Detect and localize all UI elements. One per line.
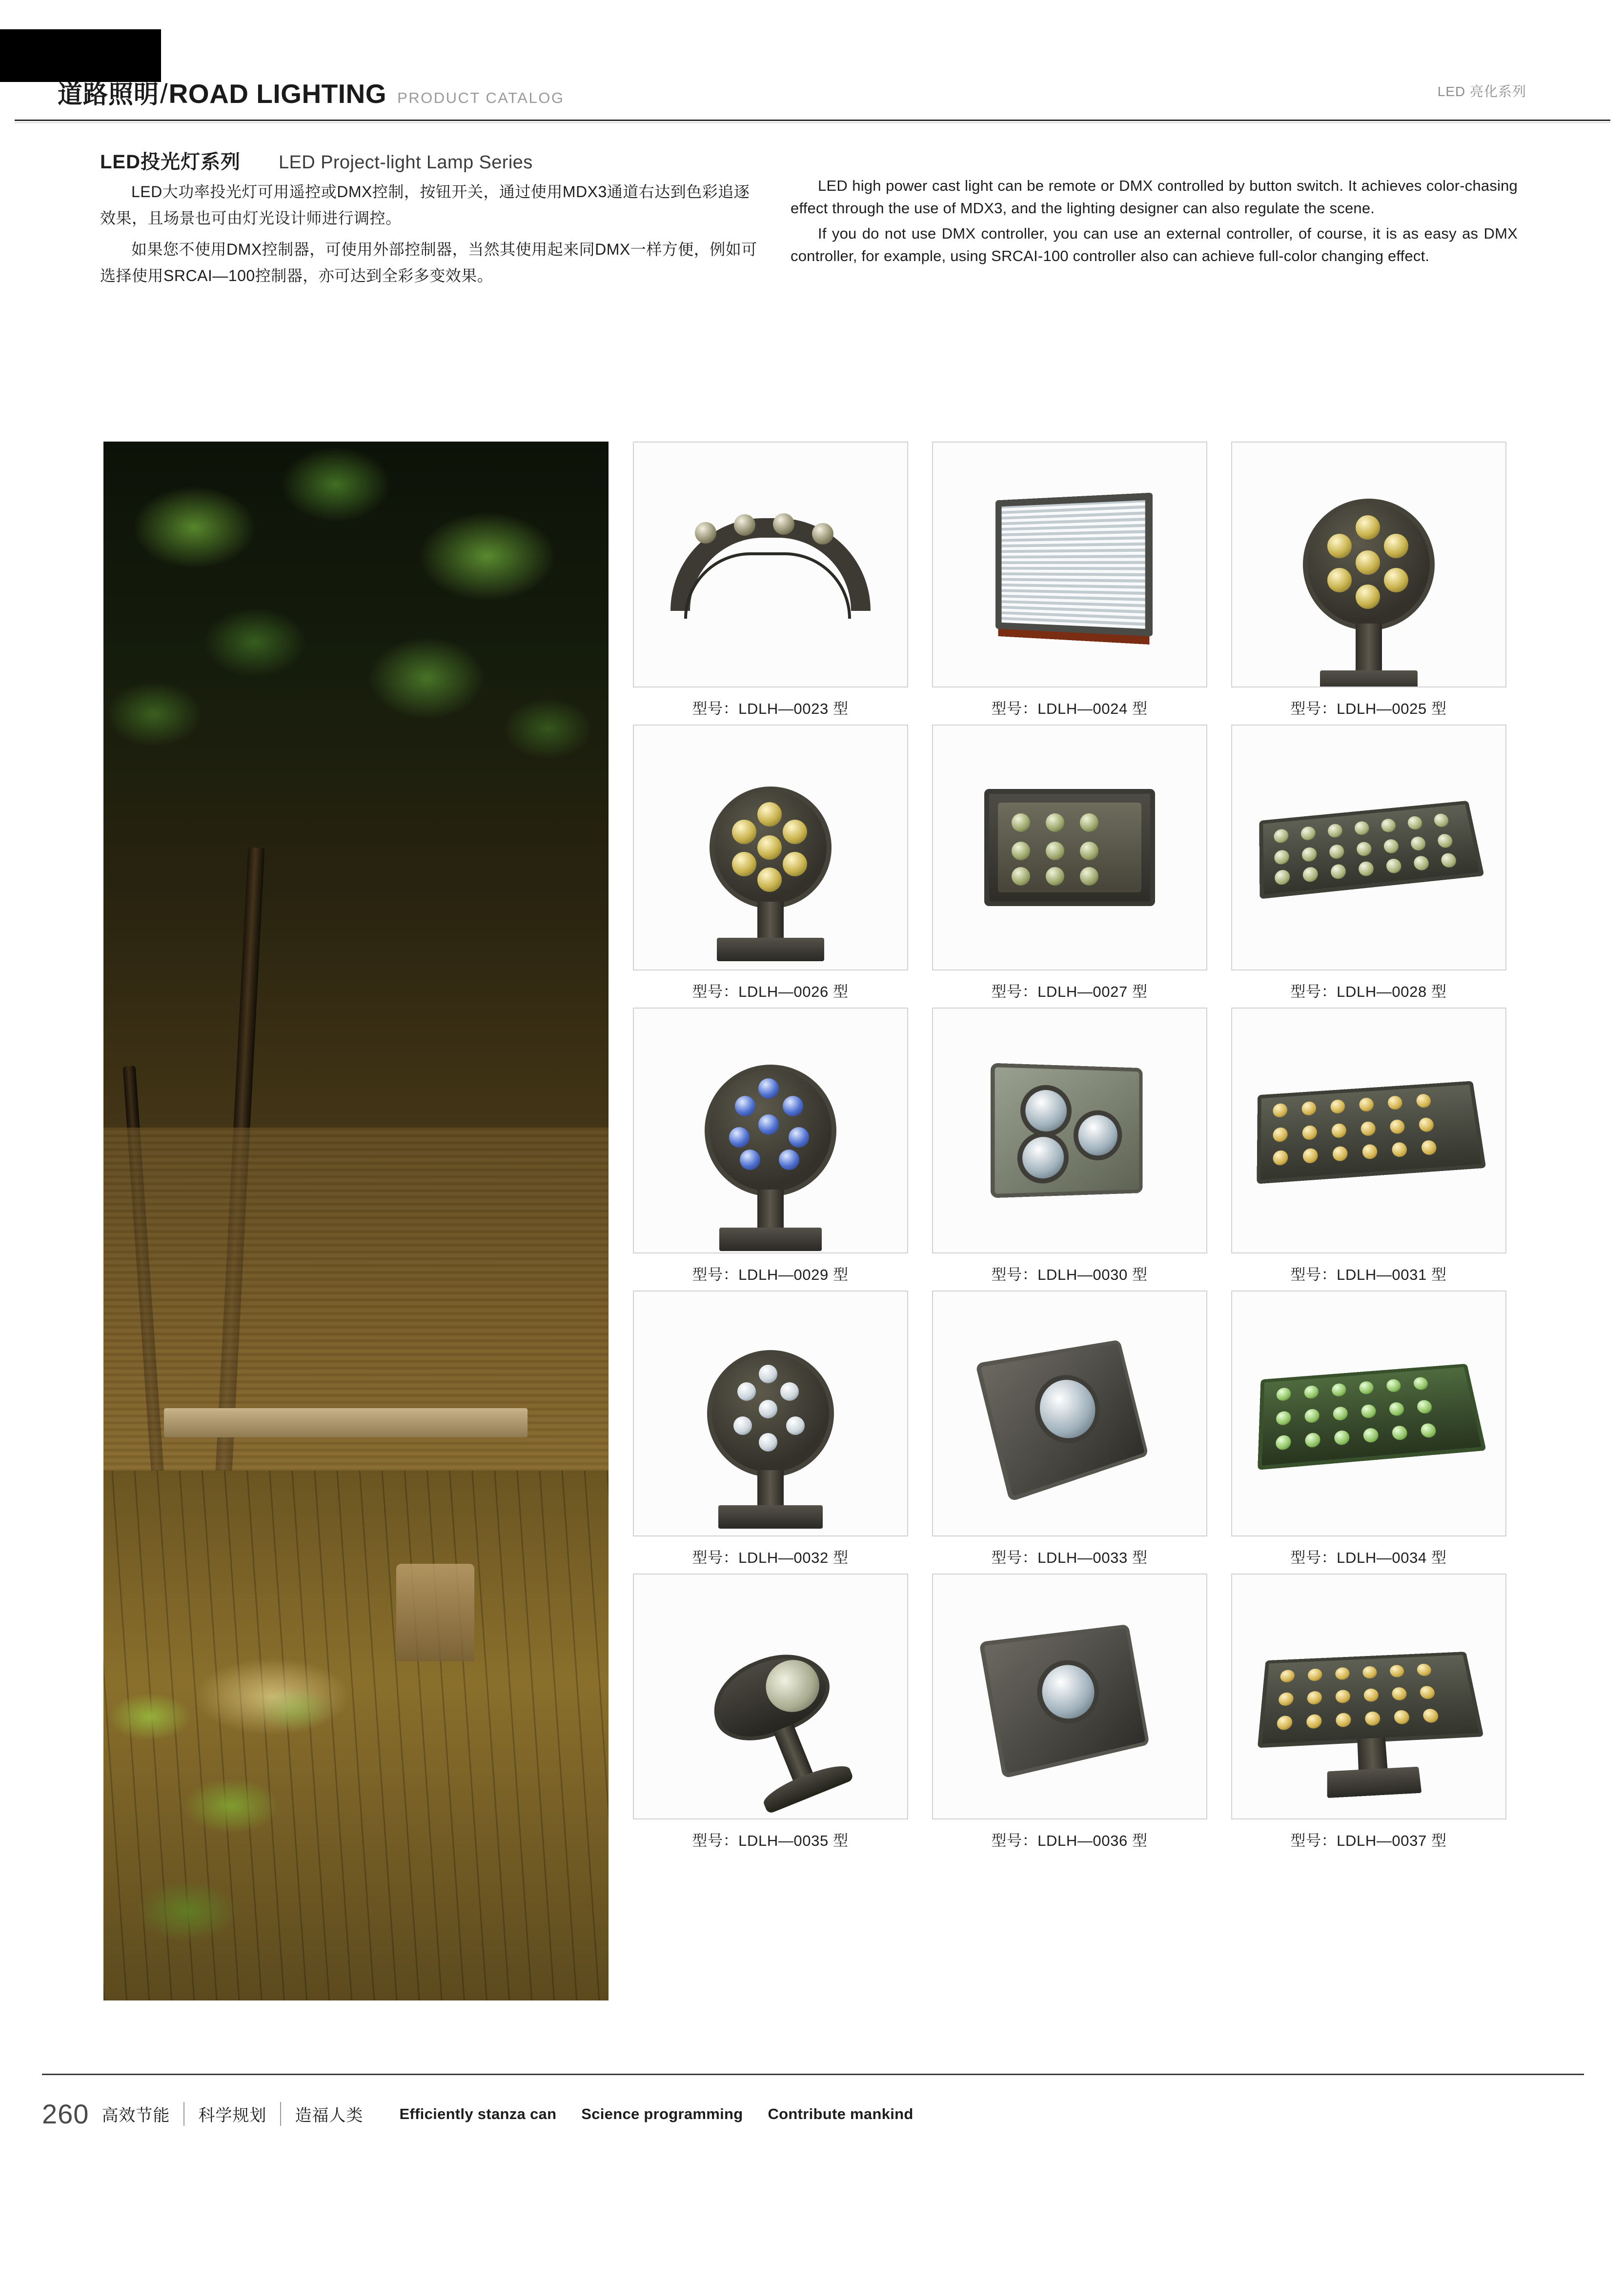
product-caption: 型号：LDLH—0028 型 <box>1290 983 1447 1000</box>
footer-slogan-en <box>399 2105 934 2123</box>
product-caption: 型号：LDLH—0032 型 <box>692 1549 849 1566</box>
footer-slogan-en-2: Science programming <box>581 2105 743 2122</box>
product-caption: 型号：LDLH—0030 型 <box>991 1266 1148 1283</box>
tilt-flood-art <box>993 1066 1147 1195</box>
footer-slogan-en-3: Contribute mankind <box>768 2105 914 2122</box>
product-caption: 型号：LDLH—0036 型 <box>991 1832 1148 1849</box>
product-cell[interactable] <box>920 1574 1219 1857</box>
product-image <box>932 442 1207 687</box>
shrub-art <box>103 1595 336 2000</box>
product-image <box>1231 1574 1506 1819</box>
footer-divider <box>42 2074 1584 2075</box>
product-row <box>621 1291 1519 1574</box>
product-cell[interactable] <box>621 442 920 725</box>
chair-art <box>396 1564 474 1661</box>
buffet-counter-art <box>164 1408 528 1437</box>
product-caption: 型号：LDLH—0031 型 <box>1290 1266 1447 1283</box>
round-lamp-art <box>707 1350 834 1477</box>
product-caption: 型号：LDLH—0033 型 <box>991 1549 1148 1566</box>
intro-text-en <box>791 175 1518 267</box>
round-lamp-art <box>705 1065 836 1196</box>
product-cell[interactable] <box>920 442 1219 725</box>
feature-photo <box>103 442 609 2000</box>
product-cell[interactable] <box>621 1291 920 1574</box>
product-caption: 型号：LDLH—0023 型 <box>692 700 849 717</box>
torch-lamp-art <box>710 1658 831 1735</box>
product-row <box>621 442 1519 725</box>
header-title-group <box>58 74 564 110</box>
product-cell[interactable] <box>1219 1574 1518 1857</box>
product-image <box>932 1008 1207 1253</box>
bar-flood-art <box>1258 1085 1480 1176</box>
product-cell[interactable] <box>621 1008 920 1291</box>
header-subtitle-en: PRODUCT CATALOG <box>397 89 565 106</box>
intro-text-cn <box>100 179 764 289</box>
bar-flood-art <box>1262 1649 1475 1744</box>
product-cell[interactable] <box>1219 1008 1518 1291</box>
round-lamp-art <box>710 787 832 909</box>
intro-en-paragraph-2: If you do not use DMX controller, you can use an external controller, of course, it is as easy as DMX controller, for example, using SRCAI-100 controller also can achieve full-color changing effect. <box>791 225 1518 264</box>
page-header <box>0 29 1624 109</box>
header-divider-light <box>15 122 1610 123</box>
product-image <box>932 1574 1207 1819</box>
product-image <box>932 1291 1207 1536</box>
product-cell[interactable] <box>920 725 1219 1008</box>
product-grid <box>621 442 1519 1857</box>
product-cell[interactable] <box>621 725 920 1008</box>
product-caption: 型号：LDLH—0026 型 <box>692 983 849 1000</box>
product-image <box>633 725 908 970</box>
product-image <box>1231 442 1506 687</box>
tree-canopy-art <box>103 442 609 1159</box>
product-image <box>1231 1008 1506 1253</box>
header-title-en: ROAD LIGHTING <box>168 79 387 109</box>
header-title-cn: 道路照明 <box>58 81 160 108</box>
tilt-flood-art <box>993 1632 1147 1761</box>
product-cell[interactable] <box>1219 725 1518 1008</box>
header-divider <box>15 120 1610 121</box>
product-row <box>621 1008 1519 1291</box>
footer-slogan-cn-1: 高效节能 <box>102 2106 170 2125</box>
bar-flood-art <box>1260 807 1478 888</box>
footer-slogan-cn-2: 科学规划 <box>183 2102 280 2126</box>
header-title-slash: / <box>160 78 168 109</box>
arc-lamp-art <box>670 518 871 611</box>
header-series-label: LED 亮化系列 <box>1437 84 1526 99</box>
product-caption: 型号：LDLH—0025 型 <box>1290 700 1447 717</box>
product-image <box>633 442 908 687</box>
product-cell[interactable] <box>920 1291 1219 1574</box>
bar-flood-art <box>1260 1366 1478 1461</box>
tilt-flood-art <box>993 1349 1147 1478</box>
intro-heading-en: LED Project-light Lamp Series <box>279 152 533 173</box>
product-row <box>621 1574 1519 1857</box>
intro-en-paragraph-1: LED high power cast light can be remote or DMX controlled by button switch. It achieves color-chasing effect through the use of MDX3, and the lighting designer can also regulate the scene. <box>791 177 1518 217</box>
product-image <box>633 1008 908 1253</box>
product-cell[interactable] <box>1219 1291 1518 1574</box>
product-image <box>1231 725 1506 970</box>
product-cell[interactable] <box>920 1008 1219 1291</box>
intro-cn-paragraph-2: 如果您不使用DMX控制器，可使用外部控制器，当然其使用起来同DMX一样方便，例如可选择使用SRCAI—100控制器，亦可达到全彩多变效果。 <box>100 241 757 284</box>
product-cell[interactable] <box>621 1574 920 1857</box>
product-caption: 型号：LDLH—0029 型 <box>692 1266 849 1283</box>
content-area <box>0 442 1624 2037</box>
intro-cn-paragraph-1: LED大功率投光灯可用遥控或DMX控制，按钮开关，通过使用MDX3通道右达到色彩追逐效果，且场景也可由灯光设计师进行调控。 <box>100 183 750 227</box>
rect-flood-art <box>984 789 1155 906</box>
product-caption: 型号：LDLH—0037 型 <box>1290 1832 1447 1849</box>
product-image <box>633 1574 908 1819</box>
product-image <box>932 725 1207 970</box>
uplight-glow-art <box>194 1657 350 1736</box>
product-caption: 型号：LDLH—0024 型 <box>991 700 1148 717</box>
product-row <box>621 725 1519 1008</box>
footer-slogan-cn-3: 造福人类 <box>280 2102 377 2126</box>
intro-heading-group <box>100 146 533 174</box>
footer-slogan-en-1: Efficiently stanza can <box>399 2105 557 2122</box>
product-cell[interactable] <box>1219 442 1518 725</box>
panel-lamp-art <box>990 497 1150 632</box>
product-image <box>633 1291 908 1536</box>
round-lamp-art <box>1303 499 1435 630</box>
product-caption: 型号：LDLH—0035 型 <box>692 1832 849 1849</box>
product-caption: 型号：LDLH—0027 型 <box>991 983 1148 1000</box>
intro-heading-cn: LED投光灯系列 <box>100 151 241 173</box>
footer-content <box>42 2098 934 2130</box>
product-caption: 型号：LDLH—0034 型 <box>1290 1549 1447 1566</box>
page-number: 260 <box>42 2099 89 2129</box>
product-image <box>1231 1291 1506 1536</box>
